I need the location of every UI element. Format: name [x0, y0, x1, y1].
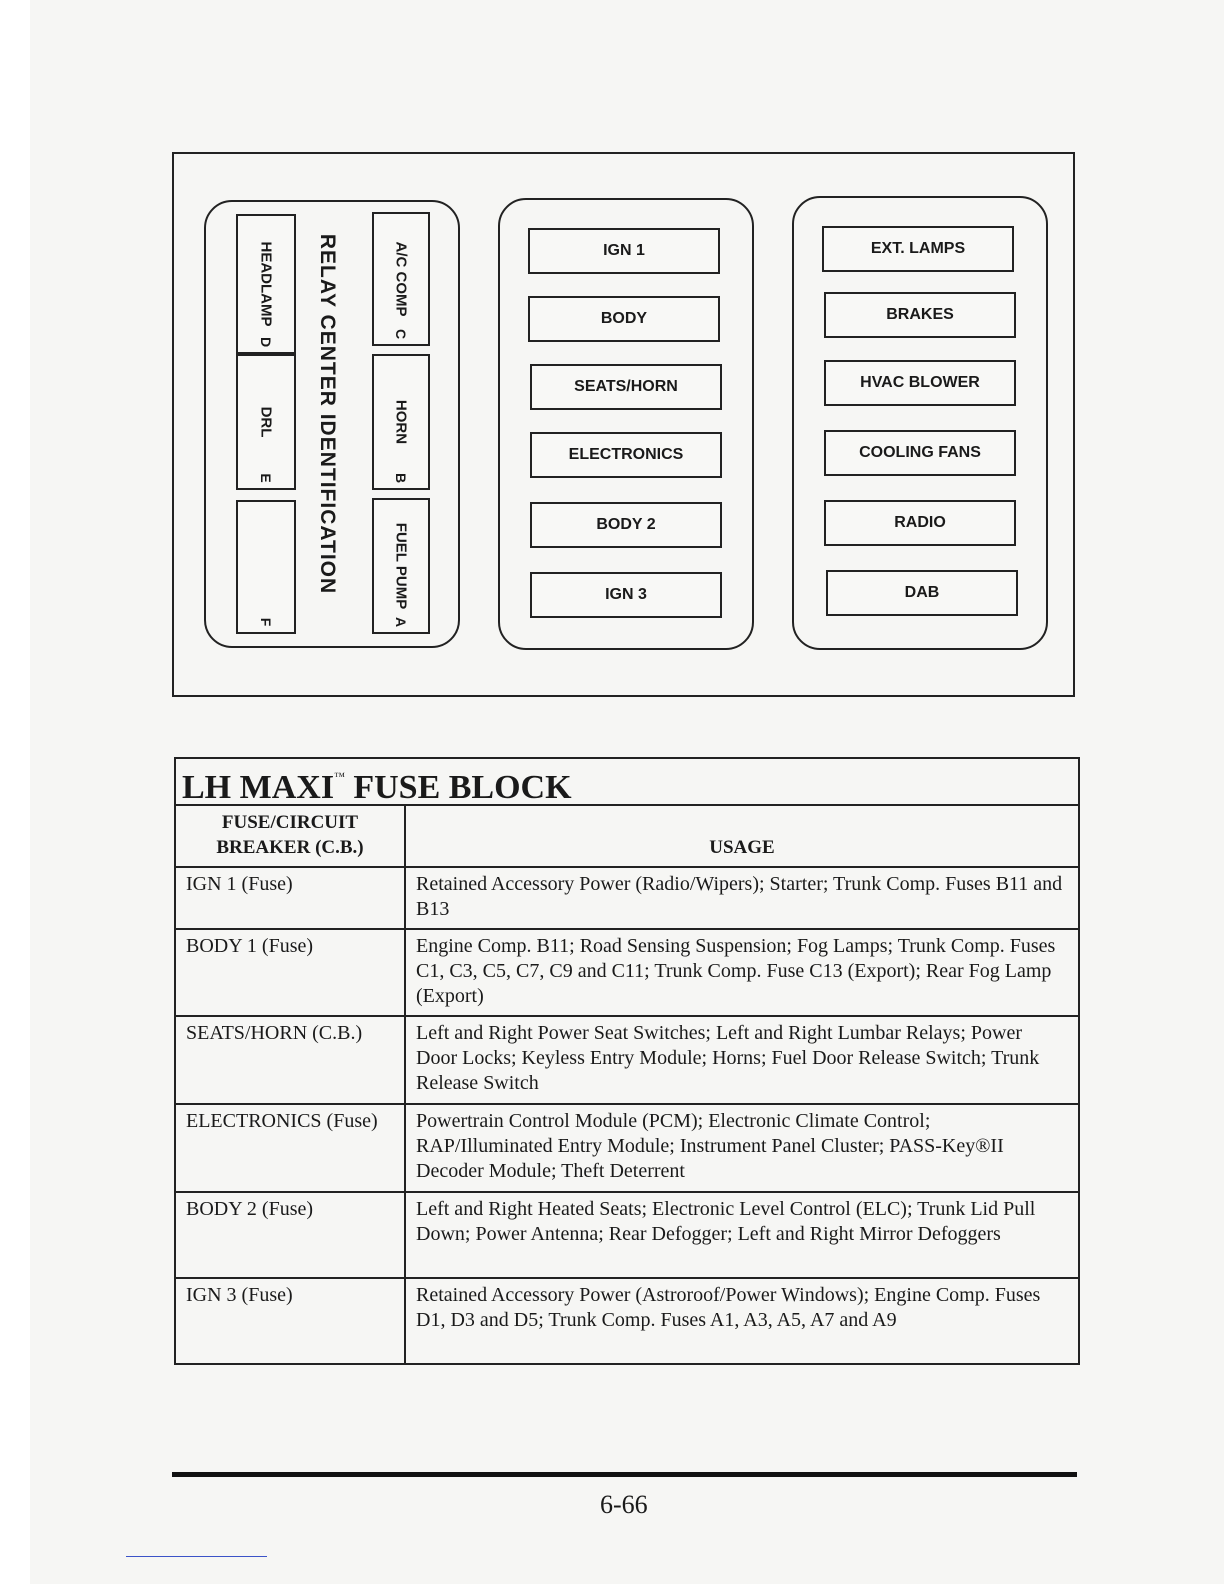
- table-row: [175, 1016, 1079, 1104]
- relay-drl: [236, 354, 296, 490]
- fuse-radio: RADIO: [824, 500, 1016, 546]
- fuse-cell: IGN 3 (Fuse): [175, 1278, 405, 1364]
- usage-cell: Retained Accessory Power (Astroroof/Power Windows); Engine Comp. Fuses D1, D3 and D5; Trunk Comp. Fuses A1, A3, A5, A7 and A9: [405, 1278, 1079, 1364]
- fuse-ext-lamps: EXT. LAMPS: [822, 226, 1014, 272]
- fuse-cooling-fans: COOLING FANS: [824, 430, 1016, 476]
- table-title: LH MAXI™ FUSE BLOCK: [175, 758, 1079, 805]
- table-row: [175, 929, 1079, 1016]
- relay-label: HORN: [392, 399, 410, 445]
- fuse-diagram: [172, 152, 1075, 697]
- usage-cell: Left and Right Heated Seats; Electronic Level Control (ELC); Trunk Lid Pull Down; Power Antenna; Rear Defogger; Left and Right Mirror Defoggers: [405, 1192, 1079, 1278]
- fuse-body2: BODY 2: [530, 502, 722, 548]
- fuse-brakes: BRAKES: [824, 292, 1016, 338]
- table-row: [175, 1104, 1079, 1192]
- table-row: [175, 1278, 1079, 1364]
- relay-ac-comp: [372, 212, 430, 346]
- usage-cell: Engine Comp. B11; Road Sensing Suspension; Fog Lamps; Trunk Comp. Fuses C1, C3, C5, C7, C9 and C11; Trunk Comp. Fuse C13 (Export); Rear Fog Lamp (Export): [405, 929, 1079, 1016]
- page-number: 6-66: [600, 1490, 648, 1519]
- fuse-block-table: [174, 757, 1080, 1365]
- fuse-dab: DAB: [826, 570, 1018, 616]
- fuse-cell: BODY 1 (Fuse): [175, 929, 405, 1016]
- table-row: [175, 867, 1079, 929]
- col-header-usage: USAGE: [405, 805, 1079, 867]
- usage-cell: Retained Accessory Power (Radio/Wipers); Starter; Trunk Comp. Fuses B11 and B13: [405, 867, 1079, 929]
- relay-letter: A: [393, 616, 409, 628]
- footer-rule: [172, 1472, 1077, 1477]
- fuse-cell: ELECTRONICS (Fuse): [175, 1104, 405, 1192]
- fuse-cell: IGN 1 (Fuse): [175, 867, 405, 929]
- relay-letter: E: [258, 473, 274, 483]
- fuse-hvac-blower: HVAC BLOWER: [824, 360, 1016, 406]
- fuse-ign1: IGN 1: [528, 228, 720, 274]
- fuse-ign3: IGN 3: [530, 572, 722, 618]
- relay-label: A/C COMP: [392, 241, 410, 317]
- relay-headlamp: [236, 214, 296, 354]
- fuse-body: BODY: [528, 296, 720, 342]
- relay-letter: F: [258, 617, 274, 627]
- table-row: [175, 1192, 1079, 1278]
- usage-cell: Powertrain Control Module (PCM); Electronic Climate Control; RAP/Illuminated Entry Module; Instrument Panel Cluster; PASS-Key®II Decoder Module; Theft Deterrent: [405, 1104, 1079, 1192]
- relay-f: [236, 500, 296, 634]
- relay-label: HEADLAMP: [257, 241, 275, 327]
- usage-cell: Left and Right Power Seat Switches; Left and Right Lumbar Relays; Power Door Locks; Keyless Entry Module; Horns; Fuel Door Release Switch; Trunk Release Switch: [405, 1016, 1079, 1104]
- fuse-cell: SEATS/HORN (C.B.): [175, 1016, 405, 1104]
- relay-center-title: RELAY CENTER IDENTIFICATION: [316, 233, 339, 595]
- relay-letter: B: [393, 472, 409, 484]
- relay-letter: C: [393, 328, 409, 340]
- fuse-cell: BODY 2 (Fuse): [175, 1192, 405, 1278]
- fuse-electronics: ELECTRONICS: [530, 432, 722, 478]
- relay-label: FUEL PUMP: [392, 522, 410, 610]
- relay-label: DRL: [257, 406, 275, 438]
- fuse-seats-horn: SEATS/HORN: [530, 364, 722, 410]
- relay-fuel-pump: [372, 498, 430, 634]
- col-header-fuse: FUSE/CIRCUIT BREAKER (C.B.): [175, 805, 405, 867]
- relay-horn: [372, 354, 430, 490]
- footer-link-underline: [126, 1556, 267, 1557]
- relay-letter: D: [258, 336, 274, 348]
